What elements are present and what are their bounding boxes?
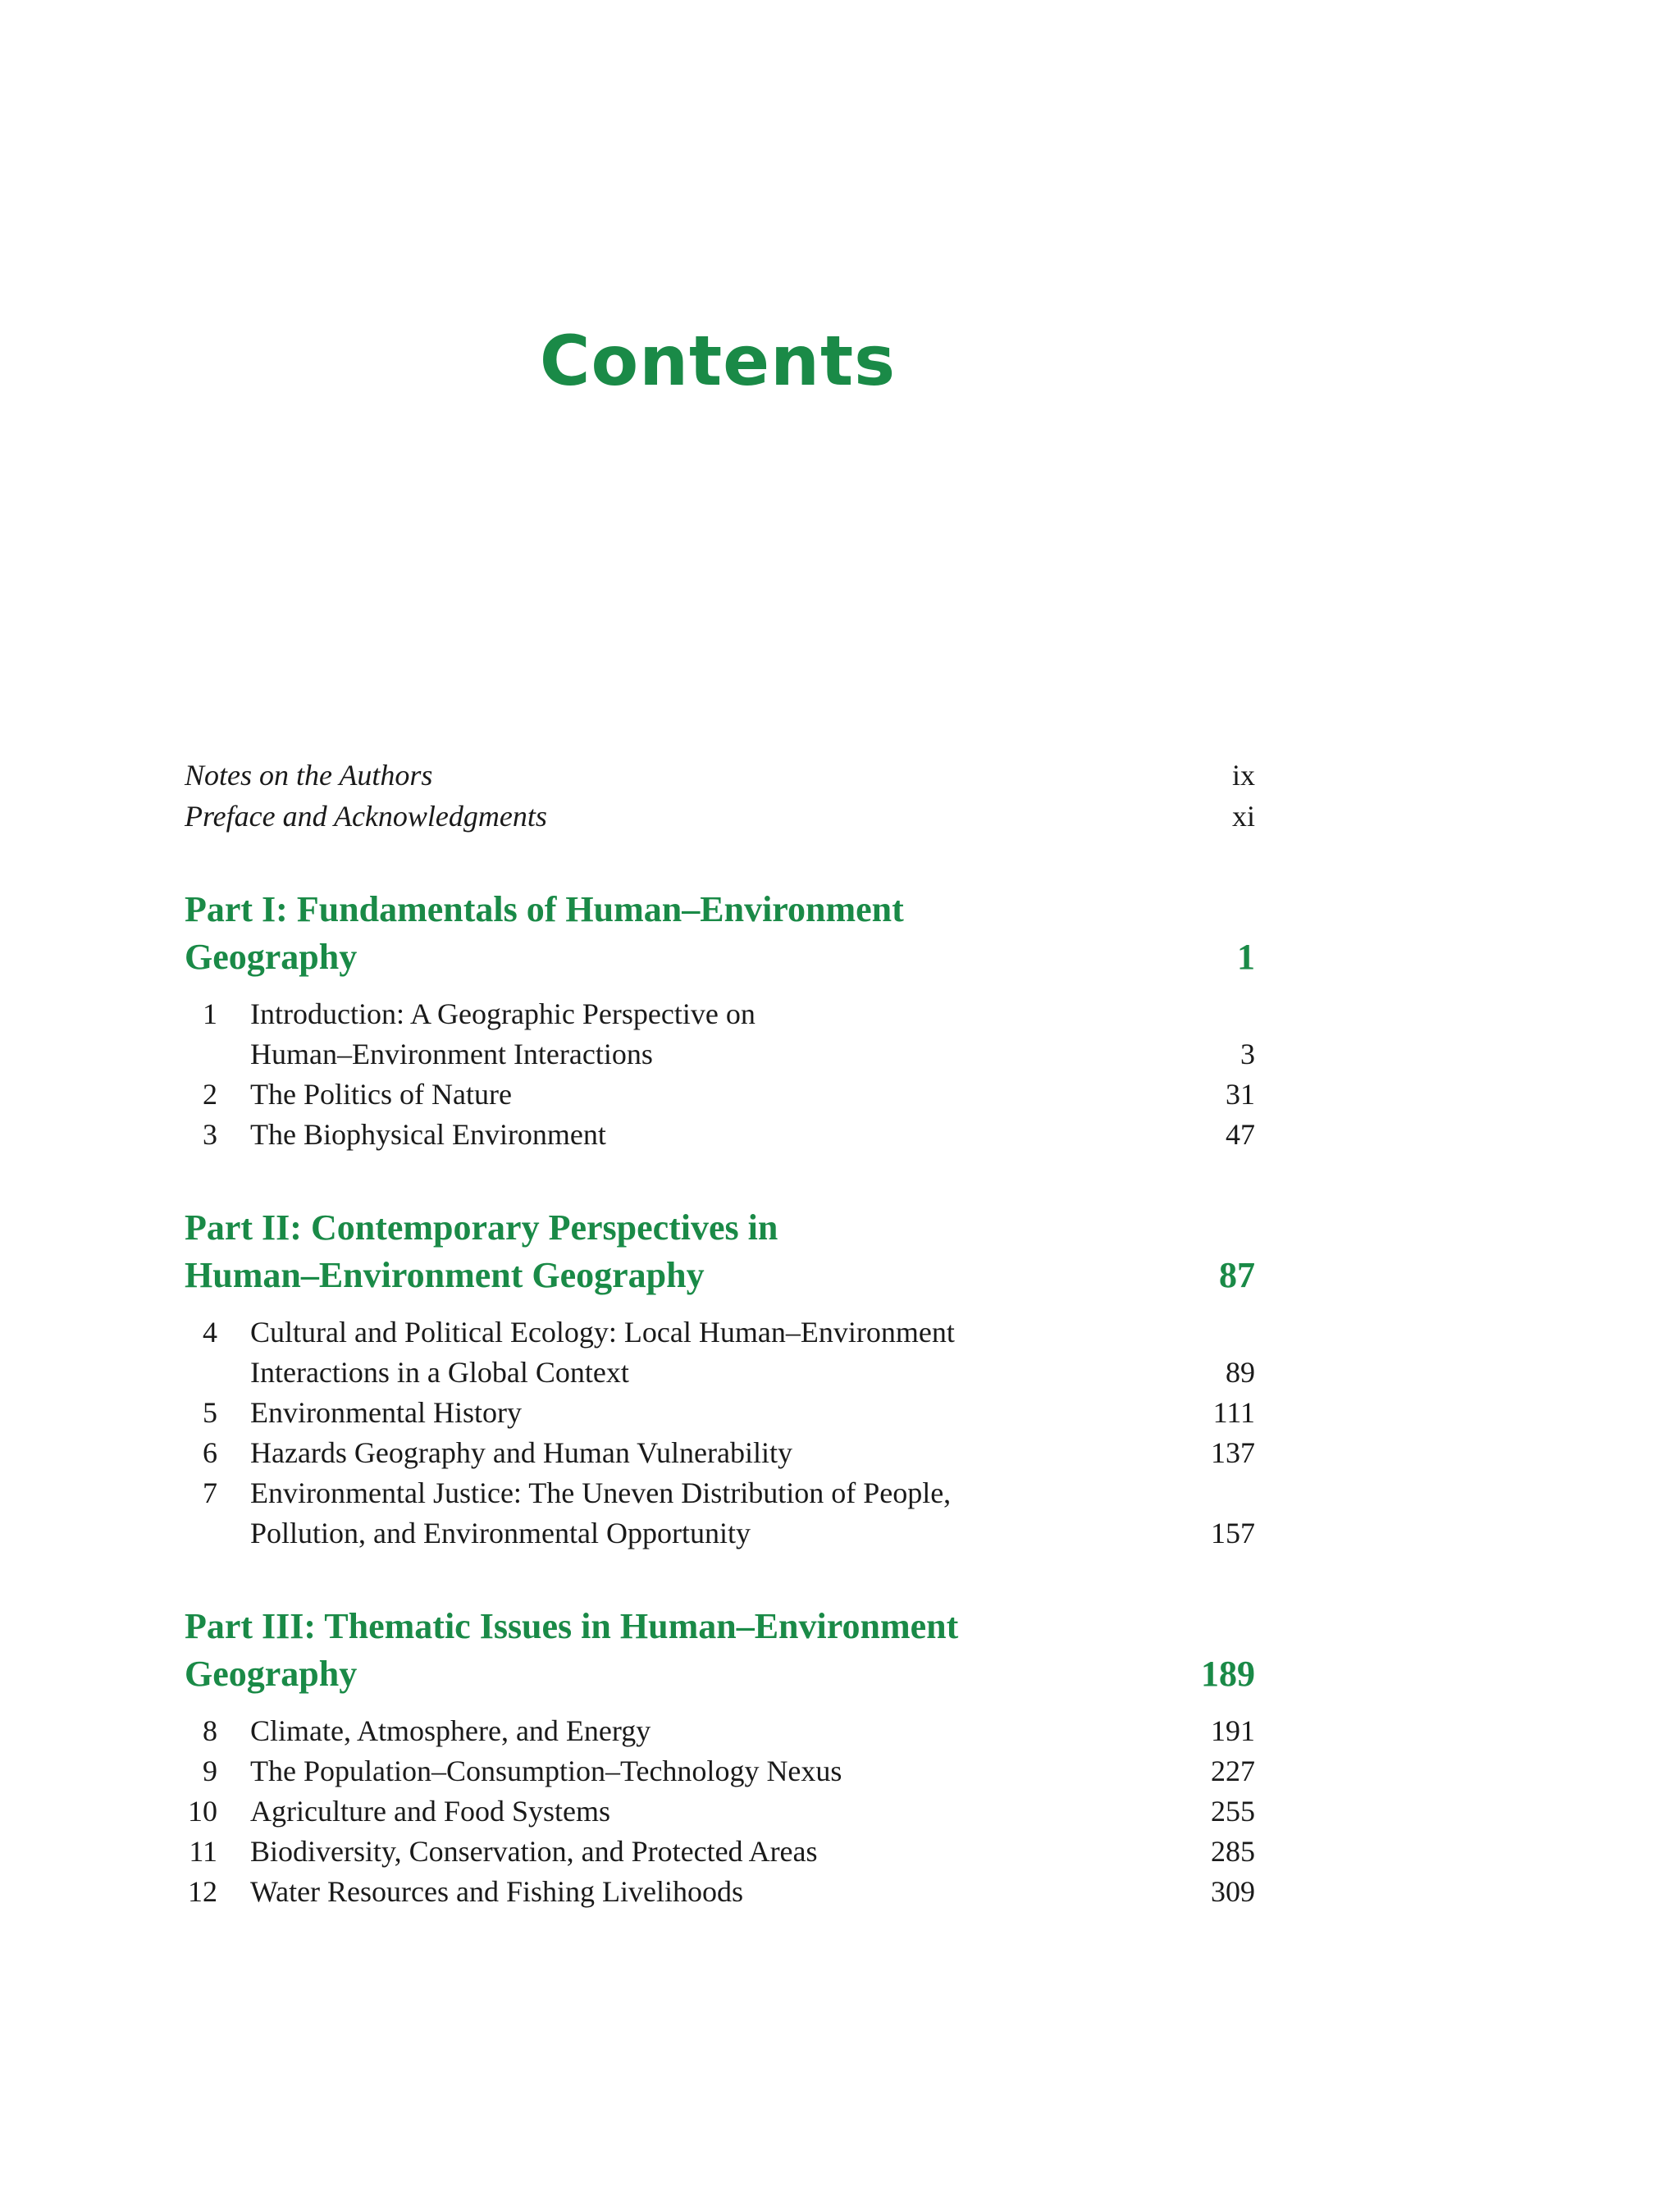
part-title-line: Part I: Fundamentals of Human–Environment (185, 889, 904, 929)
chapter-entry[interactable] (185, 1872, 1255, 1912)
part-title-line: Part III: Thematic Issues in Human–Environment (185, 1606, 959, 1646)
chapter-title-line: Environmental Justice: The Uneven Distribution of People, (250, 1476, 952, 1509)
chapter-title-line: Human–Environment Interactions (250, 1038, 653, 1070)
chapter-number: 5 (203, 1396, 217, 1429)
chapter-number: 1 (203, 997, 217, 1030)
chapter-entry[interactable] (185, 1791, 1255, 1832)
page-number: 47 (1226, 1118, 1255, 1151)
chapter-title-line: Pollution, and Environmental Opportunity (250, 1517, 751, 1549)
page-number: 227 (1211, 1755, 1255, 1787)
chapter-list (185, 1711, 1255, 1912)
chapter-title: The Politics of Nature (250, 1078, 512, 1111)
table-of-contents (185, 755, 1255, 1912)
chapter-entry[interactable] (185, 994, 1255, 1075)
chapter-entry[interactable] (185, 1312, 1255, 1393)
chapter-entry[interactable] (185, 1433, 1255, 1473)
chapter-title: The Population–Consumption–Technology Nexus (250, 1755, 842, 1787)
page-number: 111 (1212, 1396, 1255, 1429)
part-title-line: Human–Environment Geography (185, 1255, 705, 1295)
chapter-title: Climate, Atmosphere, and Energy (250, 1714, 651, 1747)
chapter-number: 7 (203, 1476, 217, 1509)
chapter-title-line: Cultural and Political Ecology: Local Human–Environment (250, 1316, 955, 1349)
chapter-title (250, 1473, 1198, 1554)
part-title-line: Part II: Contemporary Perspectives in (185, 1207, 778, 1248)
chapter-list (185, 994, 1255, 1155)
chapter-title: Water Resources and Fishing Livelihoods (250, 1875, 743, 1908)
page-number: 137 (1211, 1436, 1255, 1469)
chapter-title: Biodiversity, Conservation, and Protected Areas (250, 1835, 818, 1868)
chapter-number: 9 (203, 1755, 217, 1787)
chapter-number: 6 (203, 1436, 217, 1469)
chapter-list (185, 1312, 1255, 1554)
part-title-line: Geography (185, 1654, 358, 1694)
chapter-entry[interactable] (185, 1473, 1255, 1554)
page-number: 89 (1226, 1356, 1255, 1389)
front-matter-title: Preface and Acknowledgments (185, 800, 547, 833)
chapter-number: 3 (203, 1118, 217, 1151)
page-number: 157 (1211, 1517, 1255, 1549)
chapter-number: 2 (203, 1078, 217, 1111)
page-number: 309 (1211, 1875, 1255, 1908)
chapter-title: Environmental History (250, 1396, 522, 1429)
chapter-entry[interactable] (185, 1115, 1255, 1155)
part-heading-1[interactable] (185, 886, 1255, 981)
front-matter-title: Notes on the Authors (185, 759, 433, 792)
chapter-title (250, 1312, 1198, 1393)
chapter-title-line: Introduction: A Geographic Perspective on (250, 997, 756, 1030)
chapter-number: 10 (188, 1795, 217, 1828)
part-page-number: 87 (1219, 1255, 1255, 1295)
chapter-number: 4 (203, 1316, 217, 1349)
page-number: 255 (1211, 1795, 1255, 1828)
part-page-number: 189 (1201, 1654, 1255, 1694)
part-heading-3[interactable] (185, 1603, 1255, 1698)
part-page-number: 1 (1237, 937, 1255, 977)
chapter-title: Agriculture and Food Systems (250, 1795, 610, 1828)
page-number: 3 (1240, 1038, 1255, 1070)
chapter-title (250, 994, 1198, 1075)
front-matter-entry[interactable] (185, 796, 1255, 837)
page-number: xi (1231, 800, 1255, 833)
part-title-line: Geography (185, 937, 358, 977)
page-number: 285 (1211, 1835, 1255, 1868)
page-number: 191 (1211, 1714, 1255, 1747)
part-heading-2[interactable] (185, 1204, 1255, 1299)
chapter-entry[interactable] (185, 1832, 1255, 1872)
chapter-entry[interactable] (185, 1075, 1255, 1115)
chapter-number: 11 (189, 1835, 217, 1868)
front-matter-entry[interactable] (185, 755, 1255, 796)
chapter-entry[interactable] (185, 1711, 1255, 1751)
page-number: 31 (1226, 1078, 1255, 1111)
chapter-number: 8 (203, 1714, 217, 1747)
chapter-entry[interactable] (185, 1393, 1255, 1433)
chapter-title: Hazards Geography and Human Vulnerability (250, 1436, 792, 1469)
page-number: ix (1231, 759, 1255, 792)
page-title: Contents (539, 321, 897, 402)
chapter-title-line: Interactions in a Global Context (250, 1356, 629, 1389)
chapter-entry[interactable] (185, 1751, 1255, 1791)
chapter-title: The Biophysical Environment (250, 1118, 606, 1151)
chapter-number: 12 (188, 1875, 217, 1908)
